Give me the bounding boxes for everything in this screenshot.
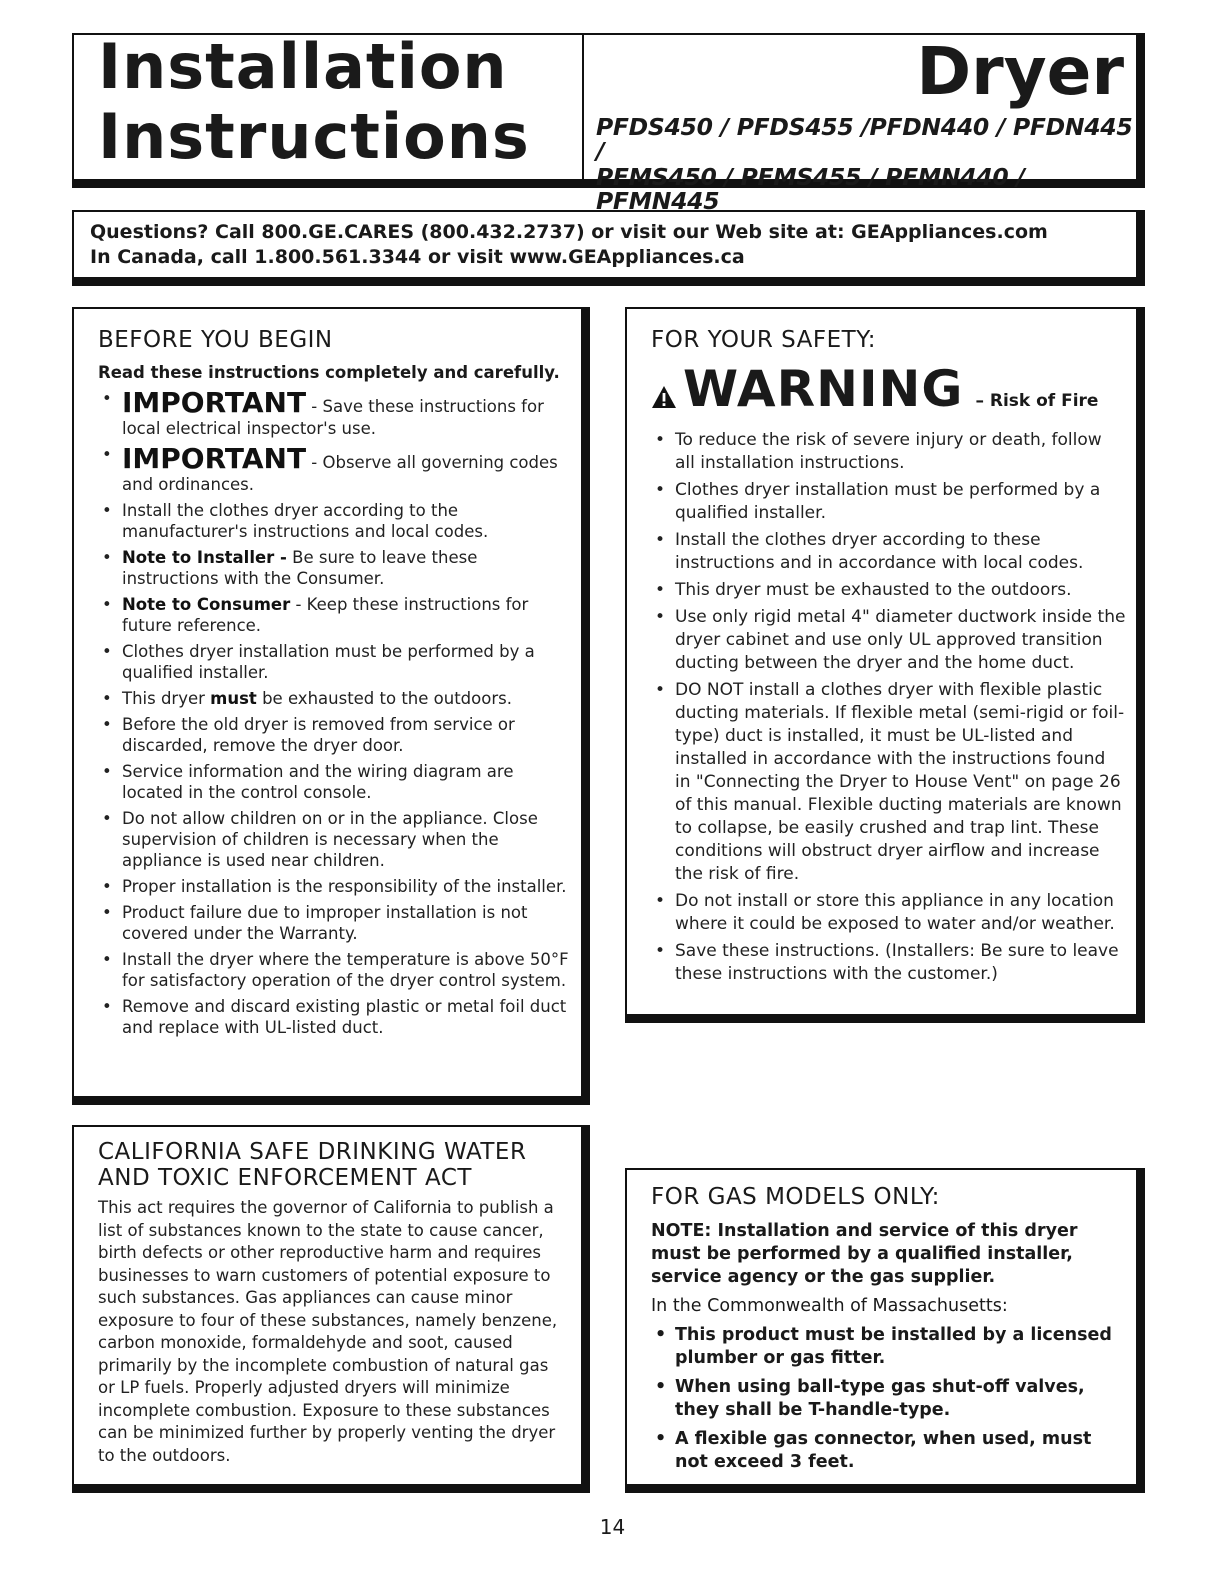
list-item: • Install the clothes dryer according to these instructions and in accordance with local codes. [651,529,1126,575]
list-item [98,547,569,589]
list-item: • Remove and discard existing plastic or metal foil duct and replace with UL-listed duct. [98,996,569,1038]
warning-subtitle: – Risk of Fire [975,391,1099,411]
header-title-box [72,30,584,188]
list-item: • Before the old dryer is removed from service or discarded, remove the dryer door. [98,714,569,756]
important-text: - Save these instructions for local electrical inspector's use. [122,397,544,438]
section-title: FOR YOUR SAFETY: [651,327,876,353]
california-body-text: This act requires the governor of California to publish a list of substances known to the state to cause cancer, birth defects or other reproductive harm and requires businesses to warn customers of potential exposure to such substances. Gas appliances can cause minor exposure to four of these substances, namely benzene, carbon monoxide, formaldehyde and soot, caused primarily by the incomplete combustion of natural gas or LP fuels. Properly adjusted dryers will minimize incomplete combustion. Exposure to these substances can be minimized further by properly venting the dryer to the outdoors. [98,1198,558,1465]
list-item: • Product failure due to improper installation is not covered under the Warranty. [98,902,569,944]
list-item: • DO NOT install a clothes dryer with flexible plastic ducting materials. If flexible metal (semi-rigid or foil-type) duct is installed, it must be UL-listed and installed in accordance with the instructions found in "Connecting the Dryer to House Vent" on page 26 of this manual. Flexible ducting materials are known to collapse, be easily crushed and trap lint. These conditions will obstruct dryer airflow and increase the risk of fire. [651,679,1126,886]
list-item: • Use only rigid metal 4" diameter ductwork inside the dryer cabinet and use only UL approved transition ducting between the dryer and the home duct. [651,606,1126,675]
list-item: • Do not allow children on or in the appliance. Close supervision of children is necessary when the appliance is used near children. [98,808,569,871]
list-item: • Proper installation is the responsibility of the installer. [98,876,569,897]
product-name: Dryer [916,33,1124,110]
important-label: IMPORTANT [122,386,307,419]
section-title: BEFORE YOU BEGIN [98,327,333,353]
header-product-box [582,33,1145,215]
list-item: • To reduce the risk of severe injury or death, follow all installation instructions. [651,429,1126,475]
list-item: • Install the dryer where the temperature is above 50°F for satisfactory operation of the dryer control system. [98,949,569,991]
exhaust-text-pre: This dryer [122,689,211,708]
gas-note: NOTE: Installation and service of this dryer must be performed by a qualified installer, service agency or the gas supplier. [651,1221,1078,1287]
section-title: CALIFORNIA SAFE DRINKING WATER AND TOXIC ENFORCEMENT ACT [98,1139,527,1191]
page-title-line1: Installation [98,30,508,103]
section-title: FOR GAS MODELS ONLY: [651,1184,940,1210]
list-item [98,594,569,636]
list-item: • When using ball-type gas shut-off valves, they shall be T-handle-type. [651,1376,1126,1422]
list-item: • Clothes dryer installation must be performed by a qualified installer. [651,479,1126,525]
note-text: - Keep these instructions for future reference. [122,595,529,635]
gas-models-section [625,1168,1145,1493]
gas-list [651,1324,1126,1474]
exhaust-text-bold: must [210,689,257,708]
list-item: • This product must be installed by a licensed plumber or gas fitter. [651,1324,1126,1370]
for-your-safety-section [625,307,1145,1023]
massachusetts-heading: In the Commonwealth of Massachusetts: [651,1296,1008,1316]
model-list-line2: PFMS450 / PFMS455 / PFMN440 / PFMN445 [596,163,1025,215]
list-item: • Install the clothes dryer according to the manufacturer's instructions and local codes. [98,500,569,542]
warning-triangle-icon [651,385,677,409]
important-label: IMPORTANT [122,442,307,475]
list-item [98,688,569,709]
before-you-begin-section [72,307,590,1105]
list-item: • This dryer must be exhausted to the outdoors. [651,579,1126,602]
list-item: • Save these instructions. (Installers: Be sure to leave these instructions with the customer.) [651,940,1126,986]
contact-box [72,210,1145,286]
page-title-line2: Instructions [98,100,530,173]
list-item: • Do not install or store this appliance in any location where it could be exposed to water and/or weather. [651,890,1126,936]
important-text: - Observe all governing codes and ordinances. [122,453,558,494]
safety-list [651,429,1126,986]
warning-word: WARNING [683,360,964,418]
intro-text: Read these instructions completely and carefully. [98,363,560,382]
note-label: Note to Installer - [122,548,287,567]
list-item [98,444,569,495]
note-label: Note to Consumer [122,595,291,614]
before-list [98,388,569,1038]
page-number: 14 [599,1515,626,1539]
model-list-line1: PFDS450 / PFDS455 /PFDN440 / PFDN445 / [596,113,1133,165]
note-text: Be sure to leave these instructions with the Consumer. [122,548,478,588]
list-item: • Clothes dryer installation must be performed by a qualified installer. [98,641,569,683]
california-act-section [72,1125,590,1493]
list-item: • Service information and the wiring diagram are located in the control console. [98,761,569,803]
exhaust-text-post: be exhausted to the outdoors. [256,689,512,708]
list-item [98,388,569,439]
list-item: • A flexible gas connector, when used, must not exceed 3 feet. [651,1428,1126,1474]
contact-us-line: Questions? Call 800.GE.CARES (800.432.2737) or visit our Web site at: GEAppliances.com [90,221,1048,243]
contact-canada-line: In Canada, call 1.800.561.3344 or visit www.GEAppliances.ca [90,246,745,268]
warning-heading [651,360,1126,418]
